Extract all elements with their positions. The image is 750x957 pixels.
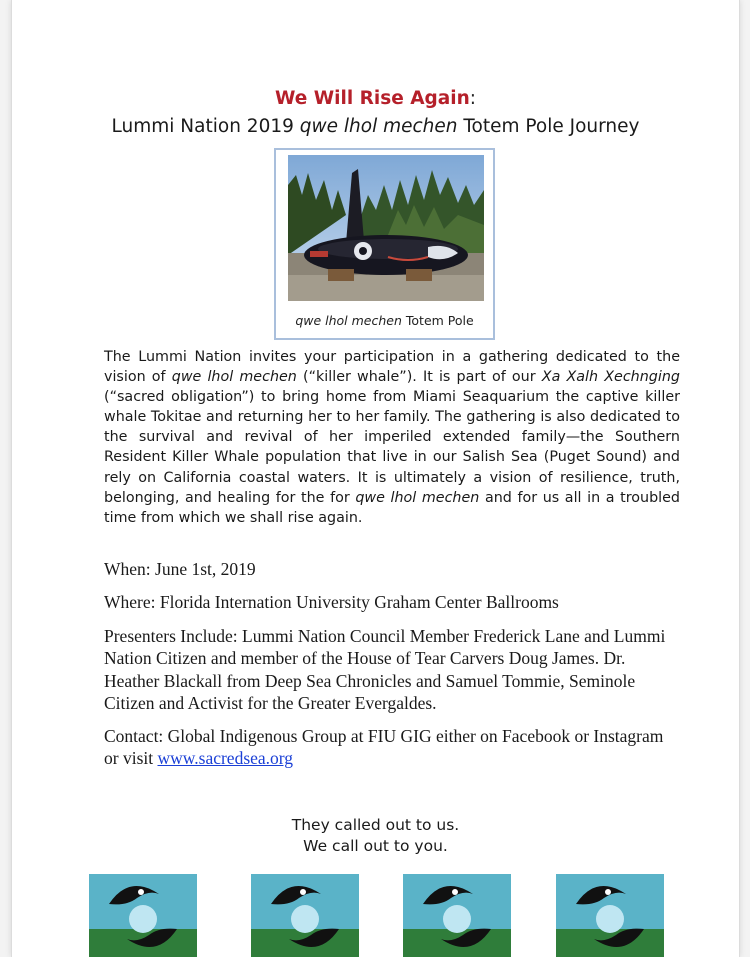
title-red-text: We Will Rise Again — [275, 88, 470, 109]
orca-image — [556, 874, 664, 957]
visit-prefix: or visit — [104, 748, 158, 769]
caption-suffix: Totem Pole — [401, 313, 474, 328]
page-subtitle — [12, 116, 739, 137]
totem-pole-photo — [288, 155, 484, 301]
body-text-3: (“sacred obligation”) to bring home from Miami Seaquarium the captive killer whale Tokitae and returning her to her family. The gathering is also dedicated to the survival and revival of her imperiled extended family—the Southern Resident Killer Whale population that live in our Salish Sea (Puget Sound) and rely on California coastal waters. It is ultimately a vision of resilience, truth, belonging, and healing for the for — [104, 389, 680, 506]
closing-line-2: We call out to you. — [303, 837, 448, 855]
invitation-paragraph — [104, 347, 680, 528]
body-italic-2: Xa Xalh Xechnging — [541, 369, 680, 386]
contact-line: Contact: Global Indigenous Group at FIU GIG either on Facebook or Instagram — [104, 726, 664, 746]
caption-italic: qwe lhol mechen — [295, 313, 402, 328]
orca-image — [89, 874, 197, 957]
event-presenters: Presenters Include: Lummi Nation Council Member Frederick Lane and Lummi Nation Citizen and member of the House of Tear Carvers Doug James. Dr. Heather Blackall from Deep Sea Chronicles and Samuel Tommie, Seminole Citizen and Activist for the Greater Evergaldes. — [104, 626, 666, 714]
closing-lines — [12, 815, 739, 857]
page-title — [12, 88, 739, 109]
title-colon: : — [469, 88, 476, 109]
contact-section — [104, 725, 674, 770]
body-italic-1: qwe lhol mechen — [171, 369, 297, 386]
body-italic-3: qwe lhol mechen — [355, 489, 480, 506]
body-text-4: and for us all in a troubled time from which we shall rise again. — [104, 489, 680, 526]
totem-pole-image — [288, 155, 484, 301]
photo-caption — [276, 313, 493, 328]
event-date: When: June 1st, 2019 — [104, 559, 256, 579]
subtitle-italic: qwe lhol mechen — [299, 116, 458, 137]
subtitle-suffix: Totem Pole Journey — [457, 116, 640, 137]
event-location: Where: Florida Internation University Graham Center Ballrooms — [104, 592, 559, 612]
visit-line — [104, 747, 674, 769]
document-page — [11, 0, 740, 957]
closing-line-1: They called out to us. — [291, 816, 460, 834]
orca-image-row — [12, 874, 741, 957]
orca-image — [403, 874, 511, 957]
totem-photo-frame — [274, 148, 495, 340]
orca-image — [251, 874, 359, 957]
body-text-1: The Lummi Nation invites your participation in a gathering dedicated to the vision of — [104, 349, 680, 386]
body-text-2: (“killer whale”). It is part of our — [296, 369, 542, 386]
subtitle-prefix: Lummi Nation 2019 — [111, 116, 300, 137]
sacredsea-link[interactable]: www.sacredsea.org — [157, 748, 294, 769]
